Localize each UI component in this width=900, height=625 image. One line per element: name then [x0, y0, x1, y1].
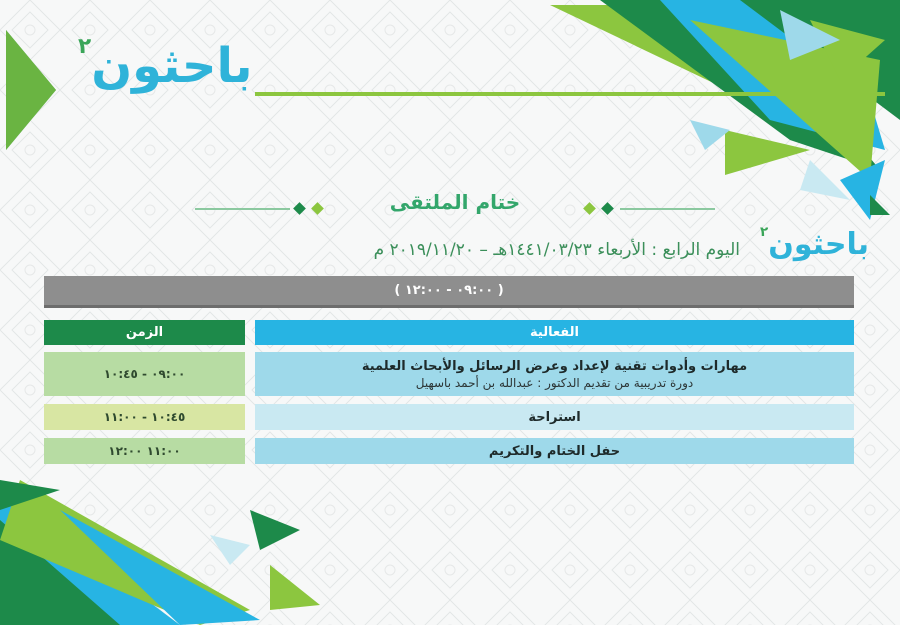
- diamond-icon: [601, 202, 614, 215]
- table-row-activity: [255, 438, 854, 464]
- table-row-time: [44, 438, 245, 464]
- time-value: ١١:٠٠ ١٢:٠٠: [108, 444, 181, 458]
- header-time: [44, 320, 245, 345]
- logo-sup: ٢: [760, 223, 769, 240]
- logo-sup: ٢: [78, 33, 92, 59]
- day-line: اليوم الرابع : الأربعاء ١٤٤١/٠٣/٢٣هـ – ٢٠١٩/١١/٢٠ م: [373, 240, 740, 260]
- header-arrow: [6, 30, 56, 150]
- brand-logo-small: [760, 223, 870, 262]
- diamond-icon: [293, 202, 306, 215]
- activity-title: حفل الختام والتكريم: [488, 443, 621, 459]
- decoration-bottom-left: [0, 480, 320, 625]
- header-time-label: الزمن: [125, 325, 164, 340]
- activity-subtitle: دورة تدريبية من تقديم الدكتور : عبدالله بن أحمد باسهيل: [415, 375, 694, 390]
- page-title: ختام الملتقى: [389, 190, 521, 214]
- table-row-time: [44, 404, 245, 430]
- activity-title: مهارات وأدوات تقنية لإعداد وعرض الرسائل والأبحاث العلمية: [361, 358, 748, 374]
- diamond-icon: [583, 202, 596, 215]
- time-value: ١٠:٤٥ - ١١:٠٠: [103, 410, 186, 424]
- session-time: ( ٠٩:٠٠ - ١٢:٠٠ ): [394, 283, 504, 298]
- table-row-time: [44, 352, 245, 396]
- logo-text: باحثون: [91, 38, 253, 94]
- table-row-activity: [255, 352, 854, 396]
- session-time-bar: [44, 276, 854, 308]
- section-title-row: [195, 186, 715, 226]
- diamond-icon: [311, 202, 324, 215]
- table-row-activity: [255, 404, 854, 430]
- activity-title: استراحة: [528, 409, 581, 425]
- time-value: ٠٩:٠٠ - ١٠:٤٥: [103, 367, 186, 381]
- title-line-left: [195, 208, 290, 210]
- header-activity-label: الفعالية: [530, 325, 579, 340]
- title-line-right: [620, 208, 715, 210]
- logo-text: باحثون: [768, 227, 870, 262]
- header-activity: [255, 320, 854, 345]
- header-line: [255, 92, 885, 96]
- brand-logo-top: [78, 33, 253, 94]
